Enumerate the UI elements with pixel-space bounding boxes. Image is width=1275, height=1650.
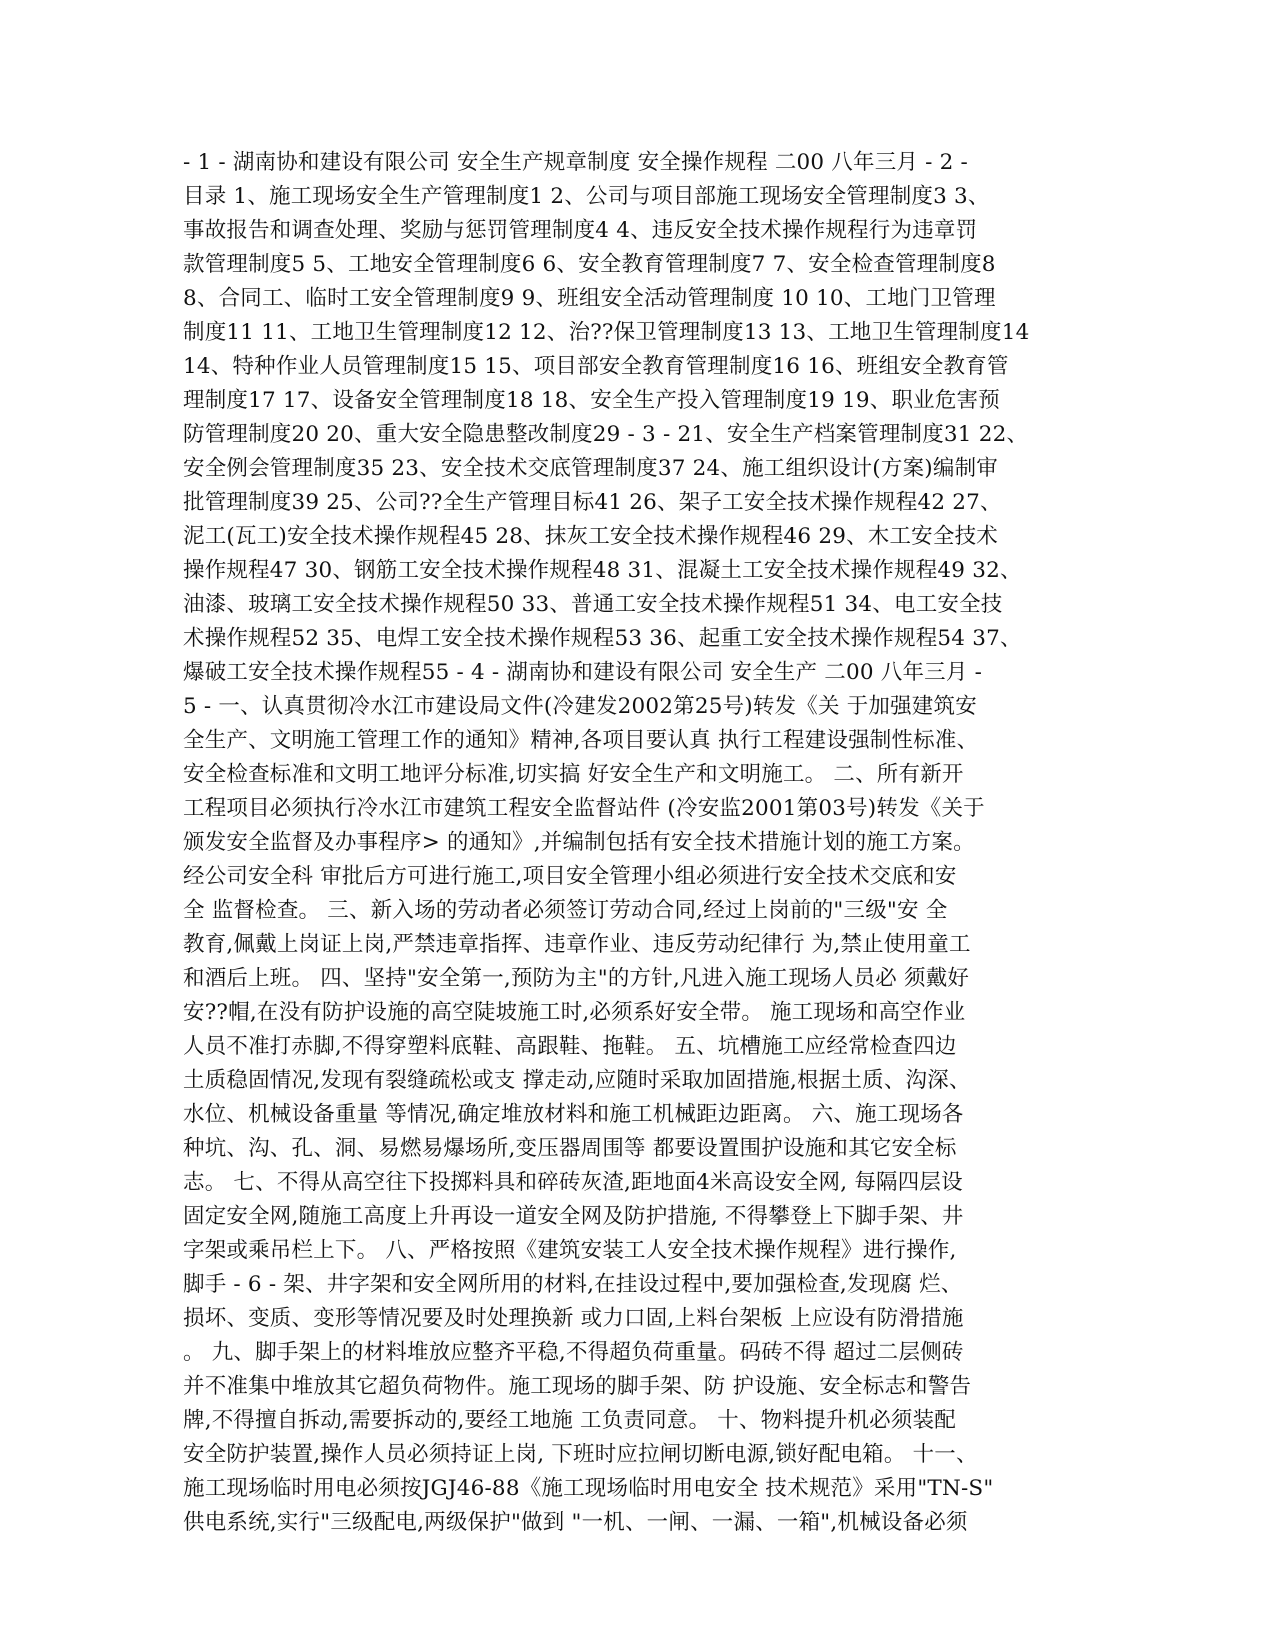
text-line: 爆破工安全技术操作规程55 - 4 - 湖南协和建设有限公司 安全生产 二00 八年三月 -	[183, 660, 983, 685]
text-line: 施工现场临时用电必须按JGJ46-88《施工现场临时用电安全 技术规范》采用"TN-S"	[183, 1476, 994, 1501]
text-line: 脚手 - 6 - 架、井字架和安全网所用的材料,在挂设过程中,要加强检查,发现腐 烂、	[183, 1272, 963, 1297]
text-line: 经公司安全科 审批后方可进行施工,项目安全管理小组必须进行安全技术交底和安	[183, 864, 957, 889]
text-line: 牌,不得擅自拆动,需要拆动的,要经工地施 工负责同意。 十、物料提升机必须装配	[183, 1408, 956, 1433]
text-line: 固定安全网,随施工高度上升再设一道安全网及防护措施, 不得攀登上下脚手架、井	[183, 1204, 964, 1229]
text-line: 颁发安全监督及办事程序> 的通知》,并编制包括有安全技术措施计划的施工方案。	[183, 830, 975, 855]
text-line: 安全防护装置,操作人员必须持证上岗, 下班时应拉闸切断电源,锁好配电箱。 十一、	[183, 1442, 978, 1467]
text-line: 供电系统,实行"三级配电,两级保护"做到 "一机、一闸、一漏、一箱",机械设备必须	[183, 1510, 968, 1535]
text-line: 安全检查标准和文明工地评分标准,切实搞 好安全生产和文明施工。 二、所有新开	[183, 762, 964, 787]
text-line: 全 监督检查。 三、新入场的劳动者必须签订劳动合同,经过上岗前的"三级"安 全	[183, 898, 948, 923]
text-line: 8、合同工、临时工安全管理制度9 9、班组安全活动管理制度 10 10、工地门卫管理	[183, 286, 996, 311]
text-line: 术操作规程52 35、电焊工安全技术操作规程53 36、起重工安全技术操作规程54 37、	[183, 626, 1022, 651]
text-line: 。 九、脚手架上的材料堆放应整齐平稳,不得超负荷重量。码砖不得 超过二层侧砖	[183, 1340, 964, 1365]
text-line: 水位、机械设备重量 等情况,确定堆放材料和施工机械距边距离。 六、施工现场各	[183, 1102, 964, 1127]
text-line: 安全例会管理制度35 23、安全技术交底管理制度37 24、施工组织设计(方案)编制审	[183, 456, 998, 481]
text-line: 目录 1、施工现场安全生产管理制度1 2、公司与项目部施工现场安全管理制度3 3、	[183, 184, 990, 209]
text-line: 教育,佩戴上岗证上岗,严禁违章指挥、违章作业、违反劳动纪律行 为,禁止使用童工	[183, 932, 971, 957]
text-line: 安??帽,在没有防护设施的高空陡坡施工时,必须系好安全带。 施工现场和高空作业	[183, 1000, 966, 1025]
text-line: 人员不准打赤脚,不得穿塑料底鞋、高跟鞋、拖鞋。 五、坑槽施工应经常检查四边	[183, 1034, 957, 1059]
text-line: 5 - 一、认真贯彻冷水江市建设局文件(冷建发2002第25号)转发《关 于加强建筑安	[183, 694, 977, 719]
text-line: 全生产、文明施工管理工作的通知》精神,各项目要认真 执行工程建设强制性标准、	[183, 728, 979, 753]
text-line: 工程项目必须执行冷水江市建筑工程安全监督站件 (冷安监2001第03号)转发《关于	[183, 796, 985, 821]
text-line: 制度11 11、工地卫生管理制度12 12、治??保卫管理制度13 13、工地卫生管理制度14	[183, 320, 1030, 345]
text-line: 防管理制度20 20、重大安全隐患整改制度29 - 3 - 21、安全生产档案管理制度31 22、	[183, 422, 1029, 447]
text-line: 泥工(瓦工)安全技术操作规程45 28、抹灰工安全技术操作规程46 29、木工安全技术	[183, 524, 998, 549]
text-line: 种坑、沟、孔、洞、易燃易爆场所,变压器周围等 都要设置围护设施和其它安全标	[183, 1136, 957, 1161]
text-line: 和酒后上班。 四、坚持"安全第一,预防为主"的方针,凡进入施工现场人员必 须戴好	[183, 966, 970, 991]
text-line: 油漆、玻璃工安全技术操作规程50 33、普通工安全技术操作规程51 34、电工安全技	[183, 592, 1003, 617]
text-line: 志。 七、不得从高空往下投掷料具和碎砖灰渣,距地面4米高设安全网, 每隔四层设	[183, 1170, 963, 1195]
text-line: 并不准集中堆放其它超负荷物件。施工现场的脚手架、防 护设施、安全标志和警告	[183, 1374, 972, 1399]
text-line: - 1 - 湖南协和建设有限公司 安全生产规章制度 安全操作规程 二00 八年三月 - 2 -	[183, 150, 969, 175]
text-line: 理制度17 17、设备安全管理制度18 18、安全生产投入管理制度19 19、职业危害预	[183, 388, 1000, 413]
document-body	[183, 146, 1073, 1540]
text-line: 损坏、变质、变形等情况要及时处理换新 或力口固,上料台架板 上应设有防滑措施	[183, 1306, 964, 1331]
text-line: 款管理制度5 5、工地安全管理制度6 6、安全教育管理制度7 7、安全检查管理制度8	[183, 252, 996, 277]
text-line: 事故报告和调查处理、奖励与惩罚管理制度4 4、违反安全技术操作规程行为违章罚	[183, 218, 978, 243]
text-line: 14、特种作业人员管理制度15 15、项目部安全教育管理制度16 16、班组安全教育管	[183, 354, 1009, 379]
text-line: 操作规程47 30、钢筋工安全技术操作规程48 31、混凝土工安全技术操作规程49 32、	[183, 558, 1022, 583]
text-line: 土质稳固情况,发现有裂缝疏松或支 撑走动,应随时采取加固措施,根据土质、沟深、	[183, 1068, 971, 1093]
text-line: 批管理制度39 25、公司??全生产管理目标41 26、架子工安全技术操作规程42 27、	[183, 490, 1002, 515]
text-line: 字架或乘吊栏上下。 八、严格按照《建筑安装工人安全技术操作规程》进行操作,	[183, 1238, 957, 1263]
